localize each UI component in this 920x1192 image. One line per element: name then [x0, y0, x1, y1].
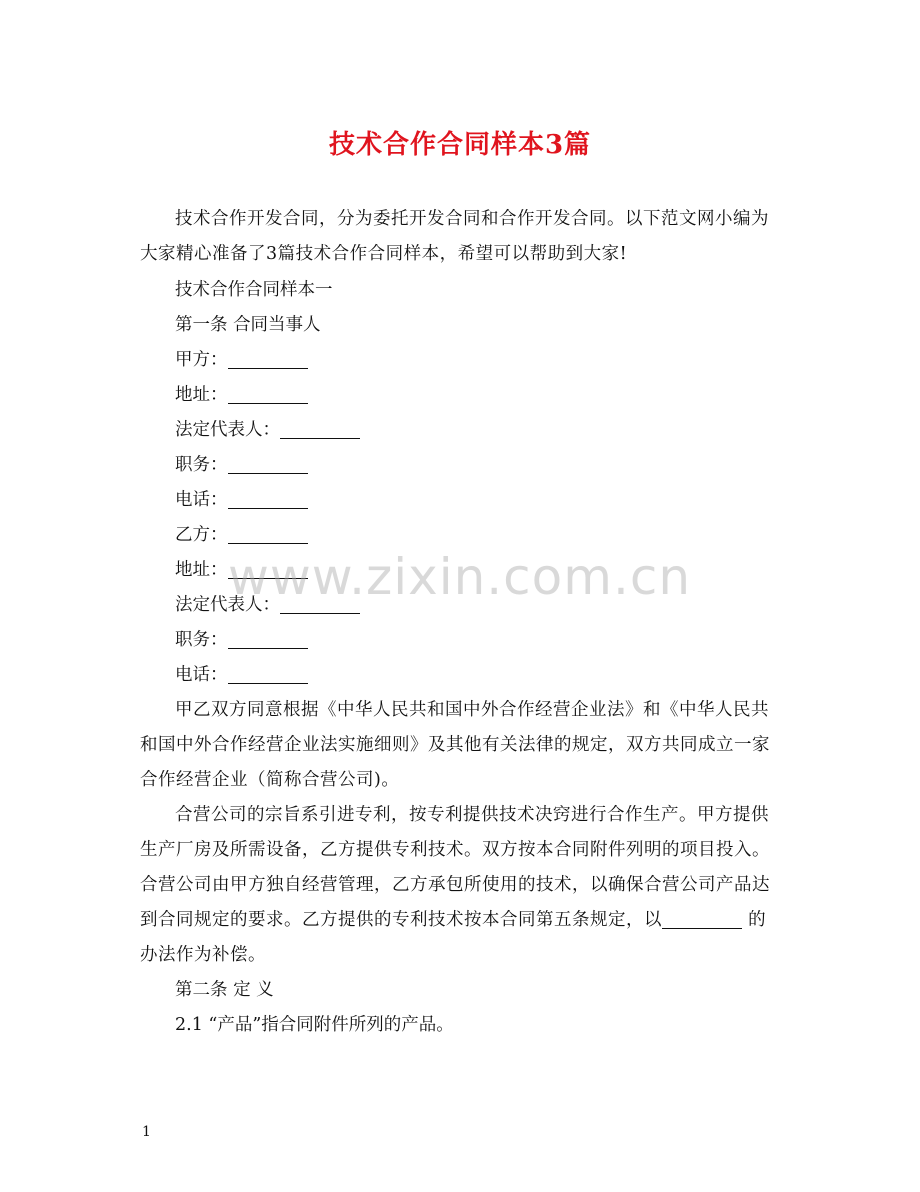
- position-a-line: [175, 448, 308, 483]
- purpose-text-end: 的办法作为补偿。: [140, 910, 767, 965]
- page-number: 1: [142, 1124, 151, 1140]
- legal-rep-b-label: 法定代表人：: [175, 595, 280, 615]
- blank-field: [228, 385, 308, 404]
- position-b-label: 职务：: [175, 630, 228, 650]
- section-heading: 技术合作合同样本一: [175, 280, 333, 300]
- clause-2-1: 2.1 “产品”指合同附件所列的产品。: [175, 1015, 454, 1035]
- article1-heading: 第一条 合同当事人: [175, 315, 321, 335]
- party-b-label: 乙方：: [175, 525, 228, 545]
- intro-paragraph: 技术合作开发合同，分为委托开发合同和合作开发合同。以下范文网小编为大家精心准备了3篇技术合作合同样本，希望可以帮助到大家!: [140, 209, 769, 264]
- article2-heading: 第二条 定 义: [175, 980, 274, 1000]
- address-a-line: [175, 378, 308, 413]
- legal-rep-a-line: [175, 413, 360, 448]
- cooperation-paragraph: 甲乙双方同意根据《中华人民共和国中外合作经营企业法》和《中华人民共和国中外合作经营企业法实施细则》及其他有关法律的规定，双方共同成立一家合作经营企业（简称合营公司)。: [140, 700, 770, 790]
- blank-field: [228, 525, 308, 544]
- legal-rep-a-label: 法定代表人：: [175, 420, 280, 440]
- phone-b-line: [175, 658, 308, 693]
- blank-field: [228, 665, 308, 684]
- watermark-text: www.zixin.com.cn: [228, 548, 692, 606]
- party-a-label: 甲方：: [175, 350, 228, 370]
- blank-field: [280, 420, 360, 439]
- position-b-line: [175, 623, 308, 658]
- address-a-label: 地址：: [175, 385, 228, 405]
- phone-a-label: 电话：: [175, 490, 228, 510]
- blank-field: [228, 630, 308, 649]
- position-a-label: 职务：: [175, 455, 228, 475]
- party-a-line: [175, 343, 308, 378]
- address-b-label: 地址：: [175, 560, 228, 580]
- blank-field: [228, 350, 308, 369]
- blank-field: [228, 490, 308, 509]
- blank-field: [228, 455, 308, 474]
- purpose-text: 合营公司的宗旨系引进专利，按专利提供技术决窍进行合作生产。甲方提供生产厂房及所需设备，乙方提供专利技术。双方按本合同附件列明的项目投入。合营公司由甲方独自经营管理，乙方承包所使用的技术，以确保合营公司产品达到合同规定的要求。乙方提供的专利技术按本合同第五条规定，以: [140, 805, 770, 930]
- document-title: 技术合作合同样本3篇: [328, 130, 592, 160]
- phone-b-label: 电话：: [175, 665, 228, 685]
- blank-field: [662, 910, 742, 929]
- phone-a-line: [175, 483, 308, 518]
- purpose-paragraph: [140, 798, 780, 973]
